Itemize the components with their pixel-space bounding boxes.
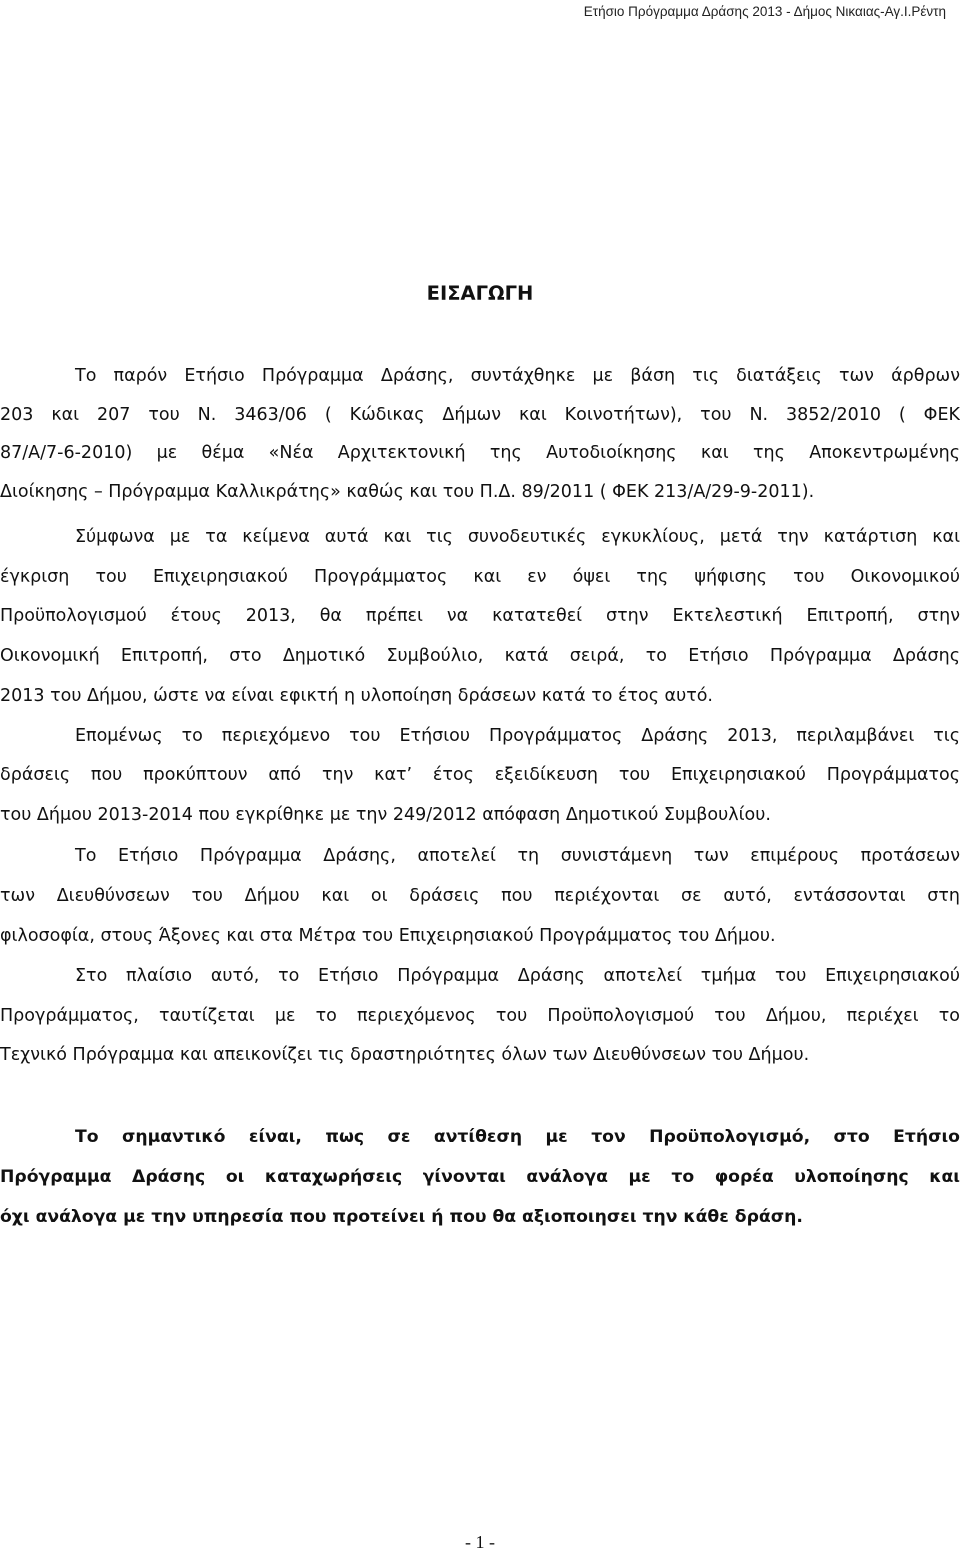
page-number: - 1 - <box>465 1532 495 1552</box>
paragraph-1-line: 203 και 207 του Ν. 3463/06 ( Κώδικας Δήμων και Κοινοτήτων), του Ν. 3852/2010 ( ΦΕΚ <box>0 405 960 425</box>
paragraph-3-line: του Δήμου 2013-2014 που εγκρίθηκε με την 249/2012 απόφαση Δημοτικού Συμβουλίου. <box>0 805 771 825</box>
paragraph-1-line: 87/Α/7-6-2010) με θέμα «Νέα Αρχιτεκτονική της Αυτοδιοίκησης και της Αποκεντρωμένης <box>0 443 960 463</box>
running-header: Ετήσιο Πρόγραμμα Δράσης 2013 - Δήμος Νικαιας-Αγ.Ι.Ρέντη <box>583 4 946 19</box>
section-title: ΕΙΣΑΓΩΓΗ <box>426 282 534 305</box>
paragraph-4-line: Το Ετήσιο Πρόγραμμα Δράσης, αποτελεί τη συνιστάμενη των επιμέρους προτάσεων <box>75 846 960 866</box>
paragraph-6-line: Το σημαντικό είναι, πως σε αντίθεση με τον Προϋπολογισμό, στο Ετήσιο <box>75 1127 960 1147</box>
paragraph-2-line: Προϋπολογισμού έτους 2013, θα πρέπει να κατατεθεί στην Εκτελεστική Επιτροπή, στην <box>0 606 960 626</box>
paragraph-2-line: έγκριση του Επιχειρησιακού Προγράμματος και εν όψει της ψήφισης του Οικονομικού <box>0 567 960 587</box>
paragraph-2-line: Σύμφωνα με τα κείμενα αυτά και τις συνοδευτικές εγκυκλίους, μετά την κατάρτιση και <box>75 527 960 547</box>
paragraph-3-line: δράσεις που προκύπτουν από την κατ’ έτος εξειδίκευση του Επιχειρησιακού Προγράμματος <box>0 765 960 785</box>
paragraph-2-line: 2013 του Δήμου, ώστε να είναι εφικτή η υλοποίηση δράσεων κατά το έτος αυτό. <box>0 686 713 706</box>
paragraph-2-line: Οικονομική Επιτροπή, στο Δημοτικό Συμβούλιο, κατά σειρά, το Ετήσιο Πρόγραμμα Δράσης <box>0 646 960 666</box>
paragraph-6-line: Πρόγραμμα Δράσης οι καταχωρήσεις γίνονται ανάλογα με το φορέα υλοποίησης και <box>0 1167 960 1187</box>
paragraph-3-line: Επομένως το περιεχόμενο του Ετήσιου Προγράμματος Δράσης 2013, περιλαμβάνει τις <box>75 726 960 746</box>
paragraph-6-line: όχι ανάλογα με την υπηρεσία που προτείνει ή που θα αξιοποιησει την κάθε δράση. <box>0 1207 803 1227</box>
paragraph-4-line: των Διευθύνσεων του Δήμου και οι δράσεις που περιέχονται σε αυτό, εντάσσονται στη <box>0 886 960 906</box>
paragraph-1-line: Διοίκησης – Πρόγραμμα Καλλικράτης» καθώς και του Π.Δ. 89/2011 ( ΦΕΚ 213/Α/29-9-2011). <box>0 482 815 502</box>
paragraph-4-line: φιλοσοφία, στους Άξονες και στα Μέτρα του Επιχειρησιακού Προγράμματος του Δήμου. <box>0 926 776 946</box>
paragraph-5-line: Τεχνικό Πρόγραμμα και απεικονίζει τις δραστηριότητες όλων των Διευθύνσεων του Δήμου. <box>0 1045 810 1065</box>
paragraph-5-line: Προγράμματος, ταυτίζεται με το περιεχόμενος του Προϋπολογισμού του Δήμου, περιέχει το <box>0 1006 960 1026</box>
paragraph-1-line: Το παρόν Ετήσιο Πρόγραμμα Δράσης, συντάχθηκε με βάση τις διατάξεις των άρθρων <box>75 366 960 386</box>
paragraph-5-line: Στο πλαίσιο αυτό, το Ετήσιο Πρόγραμμα Δράσης αποτελεί τμήμα του Επιχειρησιακού <box>75 966 960 986</box>
